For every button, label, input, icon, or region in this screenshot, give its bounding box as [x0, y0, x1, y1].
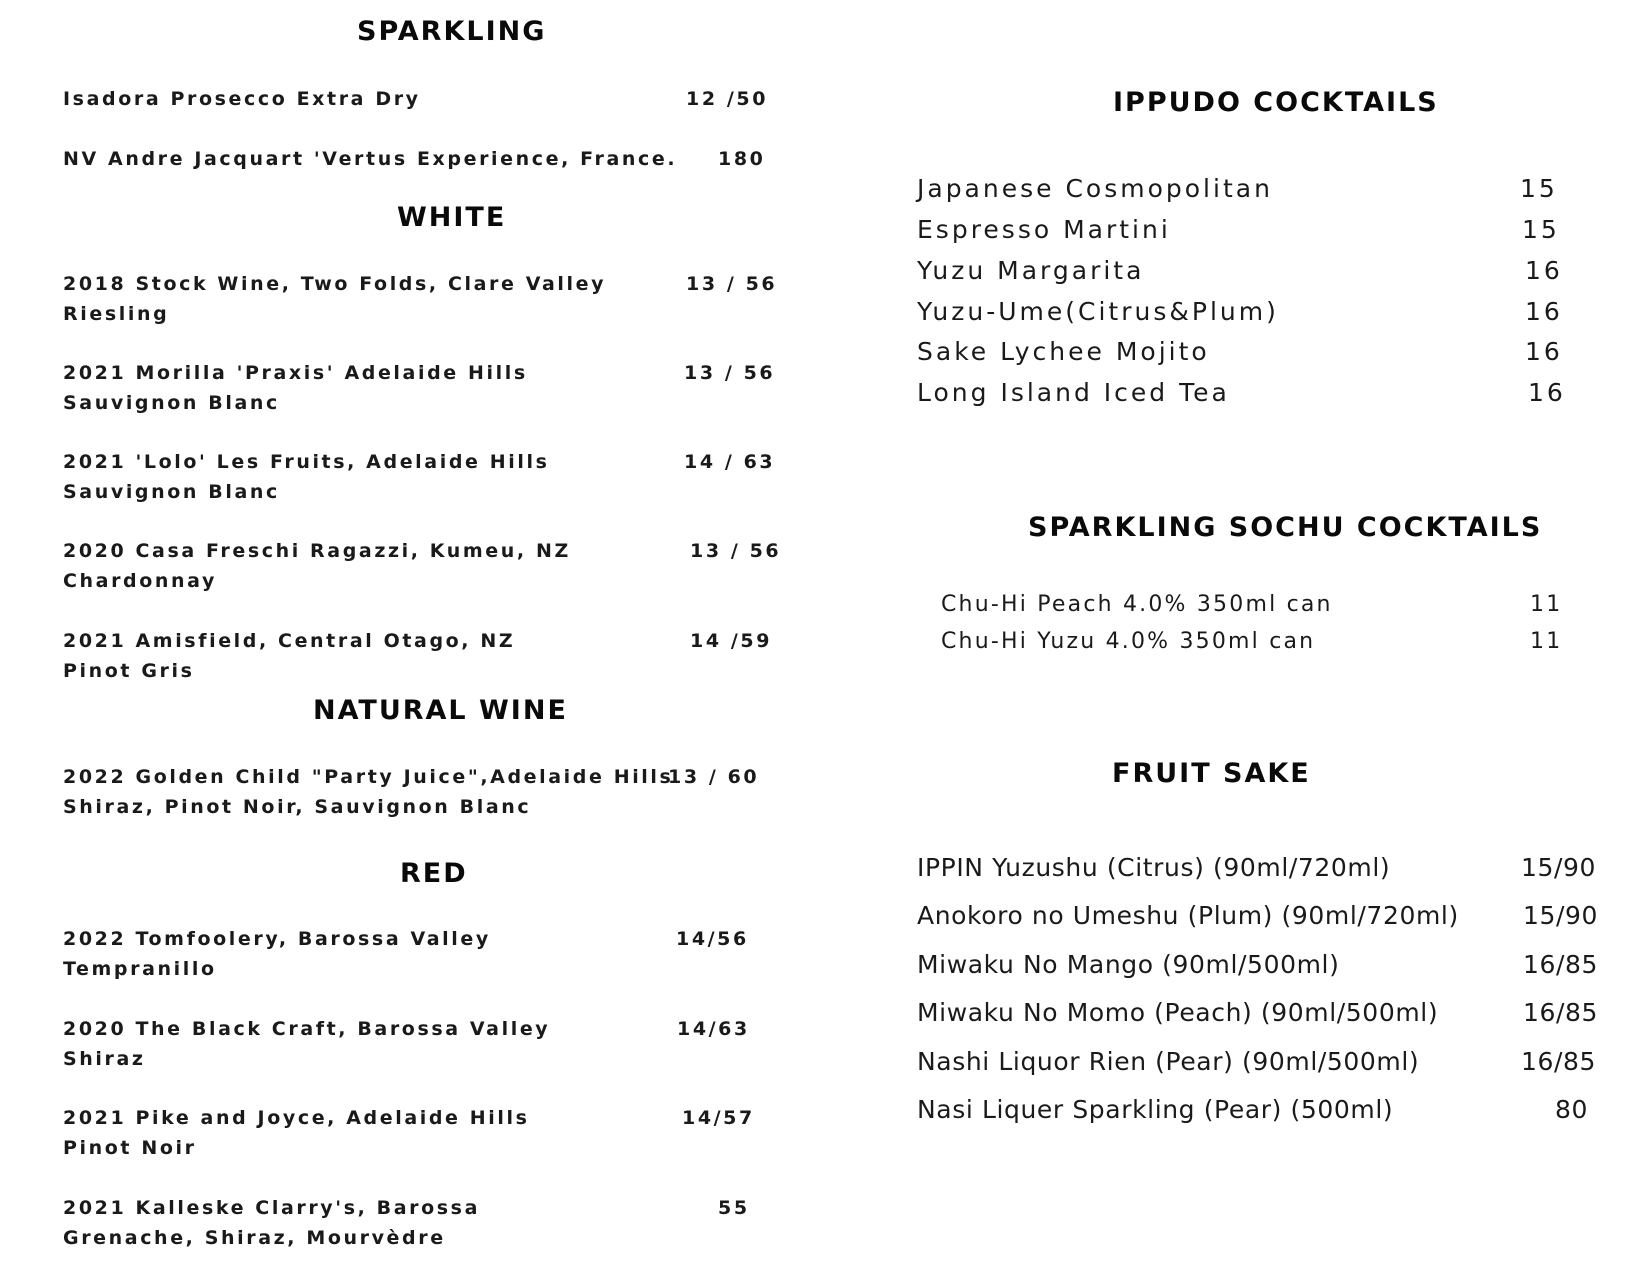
fruit-sake-item-name: Miwaku No Momo (Peach) (90ml/500ml): [917, 998, 1439, 1027]
section-heading-fruit-sake: FRUIT SAKE: [1112, 758, 1311, 789]
natural-item-line1: 2022 Golden Child "Party Juice",Adelaide Hills: [63, 766, 674, 788]
cocktail-item-price: 16: [1525, 337, 1563, 366]
white-item-line2: Sauvignon Blanc: [63, 392, 280, 414]
cocktail-item-name: Japanese Cosmopolitan: [917, 174, 1273, 203]
red-item-line2: Grenache, Shiraz, Mourvèdre: [63, 1227, 446, 1249]
sparkling-item-name: Isadora Prosecco Extra Dry: [63, 88, 421, 110]
cocktail-item-price: 15: [1522, 215, 1560, 244]
red-item-line2: Tempranillo: [63, 958, 217, 980]
red-item-line1: 2022 Tomfoolery, Barossa Valley: [63, 928, 491, 950]
natural-item-price: 13 / 60: [668, 766, 760, 788]
red-item-line1: 2021 Kalleske Clarry's, Barossa: [63, 1197, 481, 1219]
sochu-item-price: 11: [1530, 629, 1563, 654]
white-item-line1: 2021 'Lolo' Les Fruits, Adelaide Hills: [63, 451, 550, 473]
white-item-line1: 2021 Amisfield, Central Otago, NZ: [63, 630, 516, 652]
white-item-line2: Sauvignon Blanc: [63, 481, 280, 503]
red-item-line2: Shiraz: [63, 1048, 146, 1070]
cocktail-item-price: 15: [1520, 174, 1558, 203]
red-item-price: 14/56: [676, 928, 749, 950]
white-item-price: 13 / 56: [686, 273, 778, 295]
sochu-item-price: 11: [1530, 592, 1563, 617]
white-item-price: 14 / 63: [684, 451, 776, 473]
section-heading-natural-wine: NATURAL WINE: [313, 695, 568, 726]
cocktail-item-price: 16: [1525, 297, 1563, 326]
white-item-price: 13 / 56: [684, 362, 776, 384]
fruit-sake-item-name: Miwaku No Mango (90ml/500ml): [917, 950, 1340, 979]
fruit-sake-item-name: Nashi Liquor Rien (Pear) (90ml/500ml): [917, 1047, 1420, 1076]
fruit-sake-item-name: IPPIN Yuzushu (Citrus) (90ml/720ml): [917, 853, 1391, 882]
white-item-line2: Pinot Gris: [63, 660, 195, 682]
red-item-line2: Pinot Noir: [63, 1137, 197, 1159]
fruit-sake-item-name: Nasi Liquer Sparkling (Pear) (500ml): [917, 1095, 1394, 1124]
white-item-line1: 2020 Casa Freschi Ragazzi, Kumeu, NZ: [63, 540, 571, 562]
natural-item-line2: Shiraz, Pinot Noir, Sauvignon Blanc: [63, 796, 532, 818]
cocktail-item-name: Sake Lychee Mojito: [917, 337, 1210, 366]
white-item-line1: 2018 Stock Wine, Two Folds, Clare Valley: [63, 273, 607, 295]
white-item-line2: Chardonnay: [63, 570, 217, 592]
cocktail-item-name: Yuzu Margarita: [917, 256, 1145, 285]
cocktail-item-name: Yuzu-Ume(Citrus&Plum): [917, 297, 1279, 326]
section-heading-sparkling-sochu: SPARKLING SOCHU COCKTAILS: [1028, 512, 1543, 543]
red-item-price: 14/57: [682, 1107, 755, 1129]
red-item-price: 14/63: [677, 1018, 750, 1040]
fruit-sake-item-price: 16/85: [1523, 998, 1599, 1027]
white-item-line2: Riesling: [63, 303, 170, 325]
sparkling-item-price: 180: [718, 148, 766, 170]
sochu-item-name: Chu-Hi Peach 4.0% 350ml can: [941, 592, 1333, 617]
section-heading-ippudo-cocktails: IPPUDO COCKTAILS: [1113, 87, 1439, 118]
fruit-sake-item-price: 16/85: [1523, 950, 1599, 979]
fruit-sake-item-price: 15/90: [1521, 853, 1597, 882]
red-item-price: 55: [718, 1197, 750, 1219]
white-item-price: 13 / 56: [690, 540, 782, 562]
white-item-price: 14 /59: [690, 630, 773, 652]
sochu-item-name: Chu-Hi Yuzu 4.0% 350ml can: [941, 629, 1316, 654]
fruit-sake-item-price: 15/90: [1523, 901, 1599, 930]
cocktail-item-price: 16: [1528, 378, 1566, 407]
white-item-line1: 2021 Morilla 'Praxis' Adelaide Hills: [63, 362, 528, 384]
red-item-line1: 2021 Pike and Joyce, Adelaide Hills: [63, 1107, 530, 1129]
section-heading-white: WHITE: [397, 202, 507, 233]
red-item-line1: 2020 The Black Craft, Barossa Valley: [63, 1018, 551, 1040]
section-heading-sparkling: SPARKLING: [357, 16, 547, 47]
cocktail-item-name: Espresso Martini: [917, 215, 1171, 244]
sparkling-item-name: NV Andre Jacquart 'Vertus Experience, France.: [63, 148, 678, 170]
section-heading-red: RED: [400, 858, 468, 889]
fruit-sake-item-price: 80: [1555, 1095, 1589, 1124]
cocktail-item-price: 16: [1525, 256, 1563, 285]
cocktail-item-name: Long Island Iced Tea: [917, 378, 1230, 407]
fruit-sake-item-name: Anokoro no Umeshu (Plum) (90ml/720ml): [917, 901, 1459, 930]
sparkling-item-price: 12 /50: [686, 88, 769, 110]
fruit-sake-item-price: 16/85: [1521, 1047, 1597, 1076]
